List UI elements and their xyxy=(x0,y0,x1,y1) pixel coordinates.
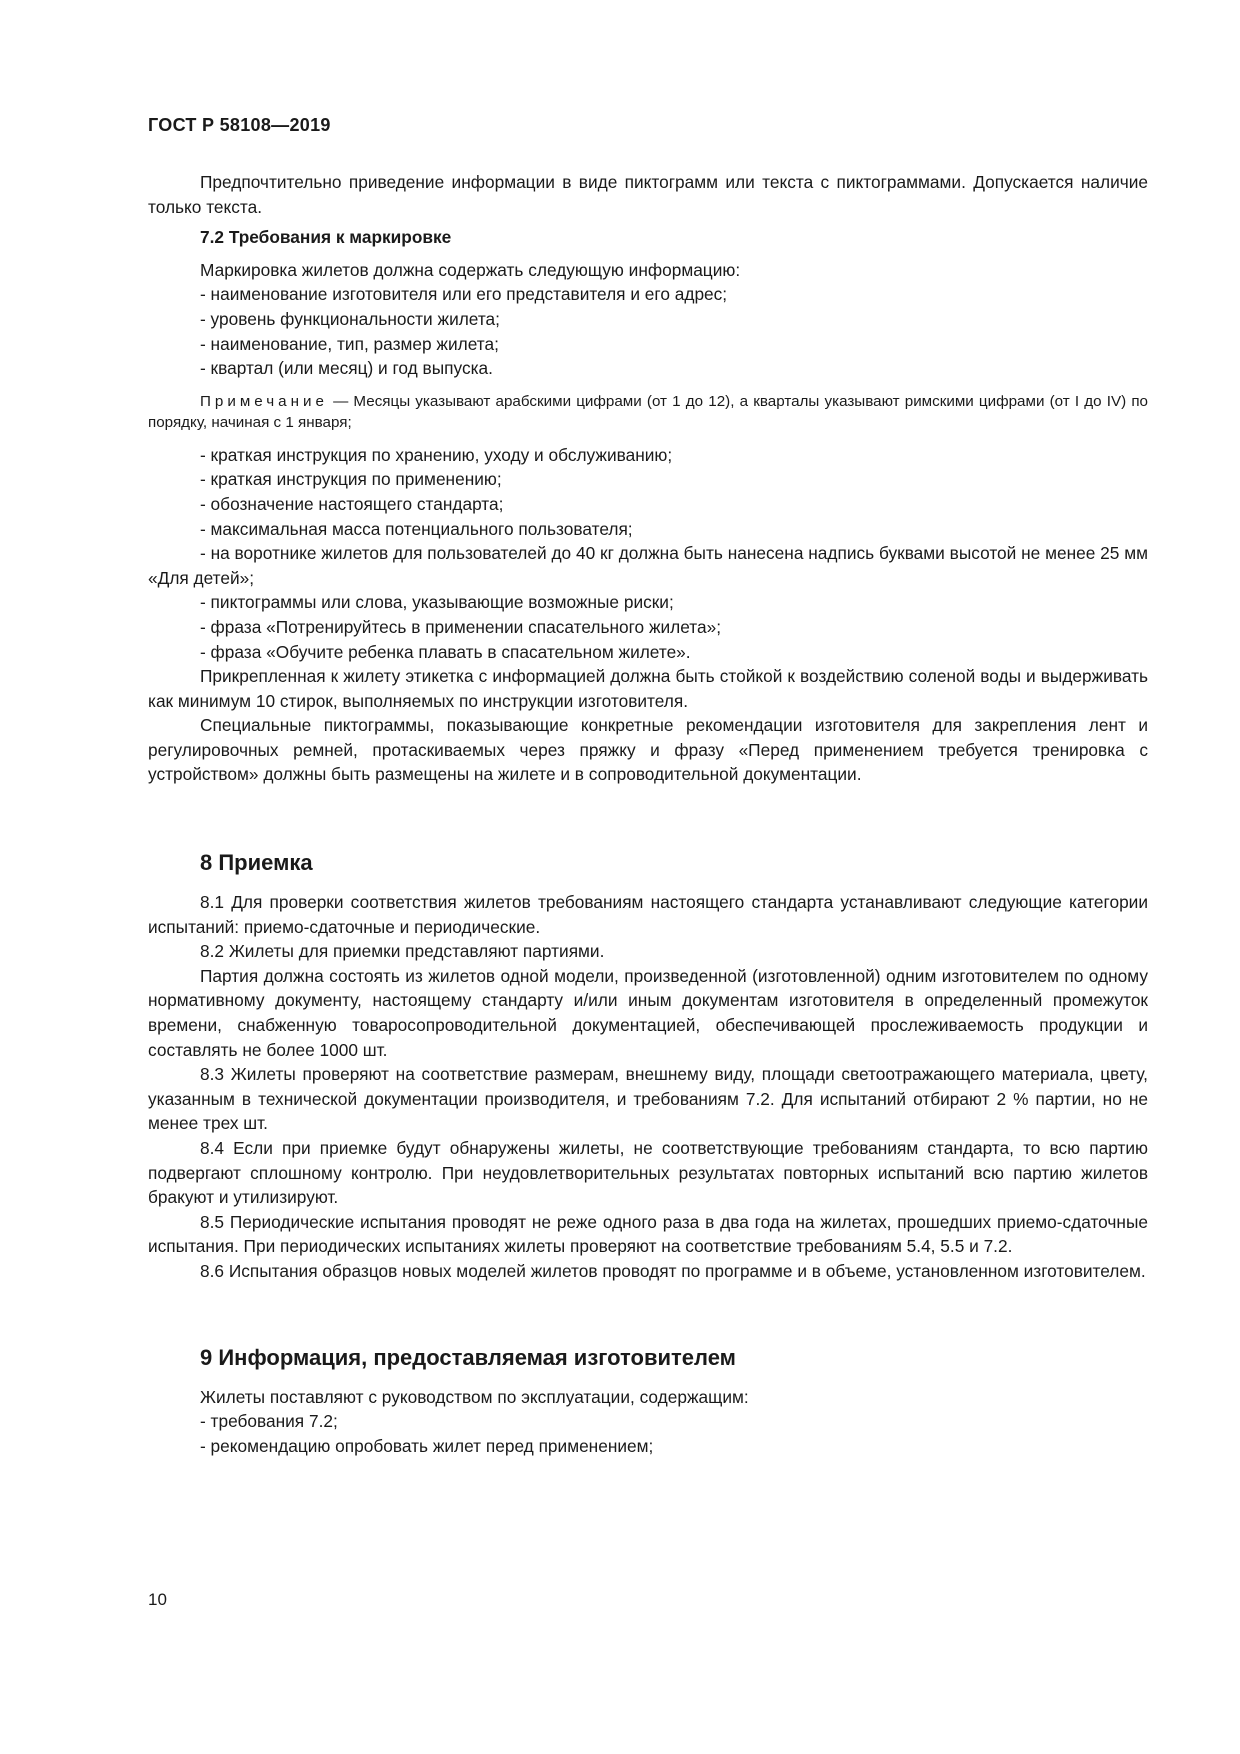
clause-8-2: 8.2 Жилеты для приемки представляют партиями. xyxy=(200,941,605,962)
list-item: - обозначение настоящего стандарта; xyxy=(200,493,504,514)
clause-8-6: 8.6 Испытания образцов новых моделей жилетов проводят по программе и в объеме, установленном изготовителем. xyxy=(200,1260,1146,1281)
list-item: - фраза «Потренируйтесь в применении спасательного жилета»; xyxy=(200,616,722,637)
section-9-heading: 9 Информация, предоставляемая изготовителем xyxy=(200,1344,736,1370)
list-item: - краткая инструкция по применению; xyxy=(200,469,502,490)
collar-item: - на воротнике жилетов для пользователей до 40 кг должна быть нанесена надпись буквами высотой не менее 25 мм «Для детей»; xyxy=(148,543,1148,588)
list-item: - фраза «Обучите ребенка плавать в спасательном жилете». xyxy=(200,641,691,662)
document-header: ГОСТ Р 58108—2019 xyxy=(148,115,331,135)
document-body xyxy=(148,170,1148,1458)
clause-8-5: 8.5 Периодические испытания проводят не реже одного раза в два года на жилетах, прошедших приемо-сдаточные испытания. При периодических испытаниях жилеты проверяют на соответствие требованиям 5.4, 5.5 и 7.2. xyxy=(148,1211,1148,1257)
list-item: - краткая инструкция по хранению, уходу и обслуживанию; xyxy=(200,444,673,465)
list-item: - наименование, тип, размер жилета; xyxy=(200,333,499,354)
marking-lead: Маркировка жилетов должна содержать следующую информацию: xyxy=(200,259,741,280)
note-paragraph xyxy=(148,391,1148,433)
list-item: - квартал (или месяц) и год выпуска. xyxy=(200,358,493,379)
list-item: - рекомендацию опробовать жилет перед применением; xyxy=(200,1435,654,1456)
note-label: Примечание xyxy=(200,392,328,410)
intro-paragraph: Предпочтительно приведение информации в виде пиктограмм или текста с пиктограммами. Допускается наличие только текста. xyxy=(148,172,1148,217)
label-paragraph: Прикрепленная к жилету этикетка с информацией должна быть стойкой к воздействию соленой воды и выдерживать как минимум 10 стирок, выполняемых по инструкции изготовителя. xyxy=(148,666,1148,711)
manual-lead: Жилеты поставляют с руководством по эксплуатации, содержащим: xyxy=(200,1386,749,1407)
list-item: - пиктограммы или слова, указывающие возможные риски; xyxy=(200,592,674,613)
pictogram-paragraph: Специальные пиктограммы, показывающие конкретные рекомендации изготовителя для закрепления лент и регулировочных ремней, протаскиваемых через пряжку и фразу «Перед применением требуется тренировка с устройством» должны быть размещены на жилете и в сопроводительной документации. xyxy=(148,715,1148,785)
section-8-heading: 8 Приемка xyxy=(200,850,313,876)
note-text: — Месяцы указывают арабскими цифрами (от 1 до 12), а кварталы указывают римскими цифрами (от I до IV) по порядку, начиная с 1 января; xyxy=(148,392,1148,431)
section-7-2-heading: 7.2 Требования к маркировке xyxy=(200,227,452,248)
batch-paragraph: Партия должна состоять из жилетов одной модели, произведенной (изготовленной) одним изготовителем по одному нормативному документу, настоящему стандарту и/или иным документам изготовителя в определенный промежуток времени, снабженную товаросопроводительной документацией, обеспечивающей прослеживаемость продукции и составлять не более 1000 шт. xyxy=(148,965,1148,1060)
clause-8-1: 8.1 Для проверки соответствия жилетов требованиям настоящего стандарта устанавливают следующие категории испытаний: приемо-сдаточные и периодические. xyxy=(148,892,1148,937)
list-item: - максимальная масса потенциального пользователя; xyxy=(200,518,633,539)
page-number: 10 xyxy=(148,1590,167,1609)
clause-8-4: 8.4 Если при приемке будут обнаружены жилеты, не соответствующие требованиям стандарта, то всю партию подвергают сплошному контролю. При неудовлетворительных результатах повторных испытаний всю партию жилетов бракуют и утилизируют. xyxy=(148,1138,1148,1208)
clause-8-3: 8.3 Жилеты проверяют на соответствие размерам, внешнему виду, площади светоотражающего материала, цвету, указанным в технической документации производителя, и требованиям 7.2. Для испытаний отбирают 2 % партии, но не менее трех шт. xyxy=(148,1064,1148,1134)
list-item: - требования 7.2; xyxy=(200,1411,338,1432)
list-item: - наименование изготовителя или его представителя и его адрес; xyxy=(200,284,728,305)
list-item: - уровень функциональности жилета; xyxy=(200,308,500,329)
